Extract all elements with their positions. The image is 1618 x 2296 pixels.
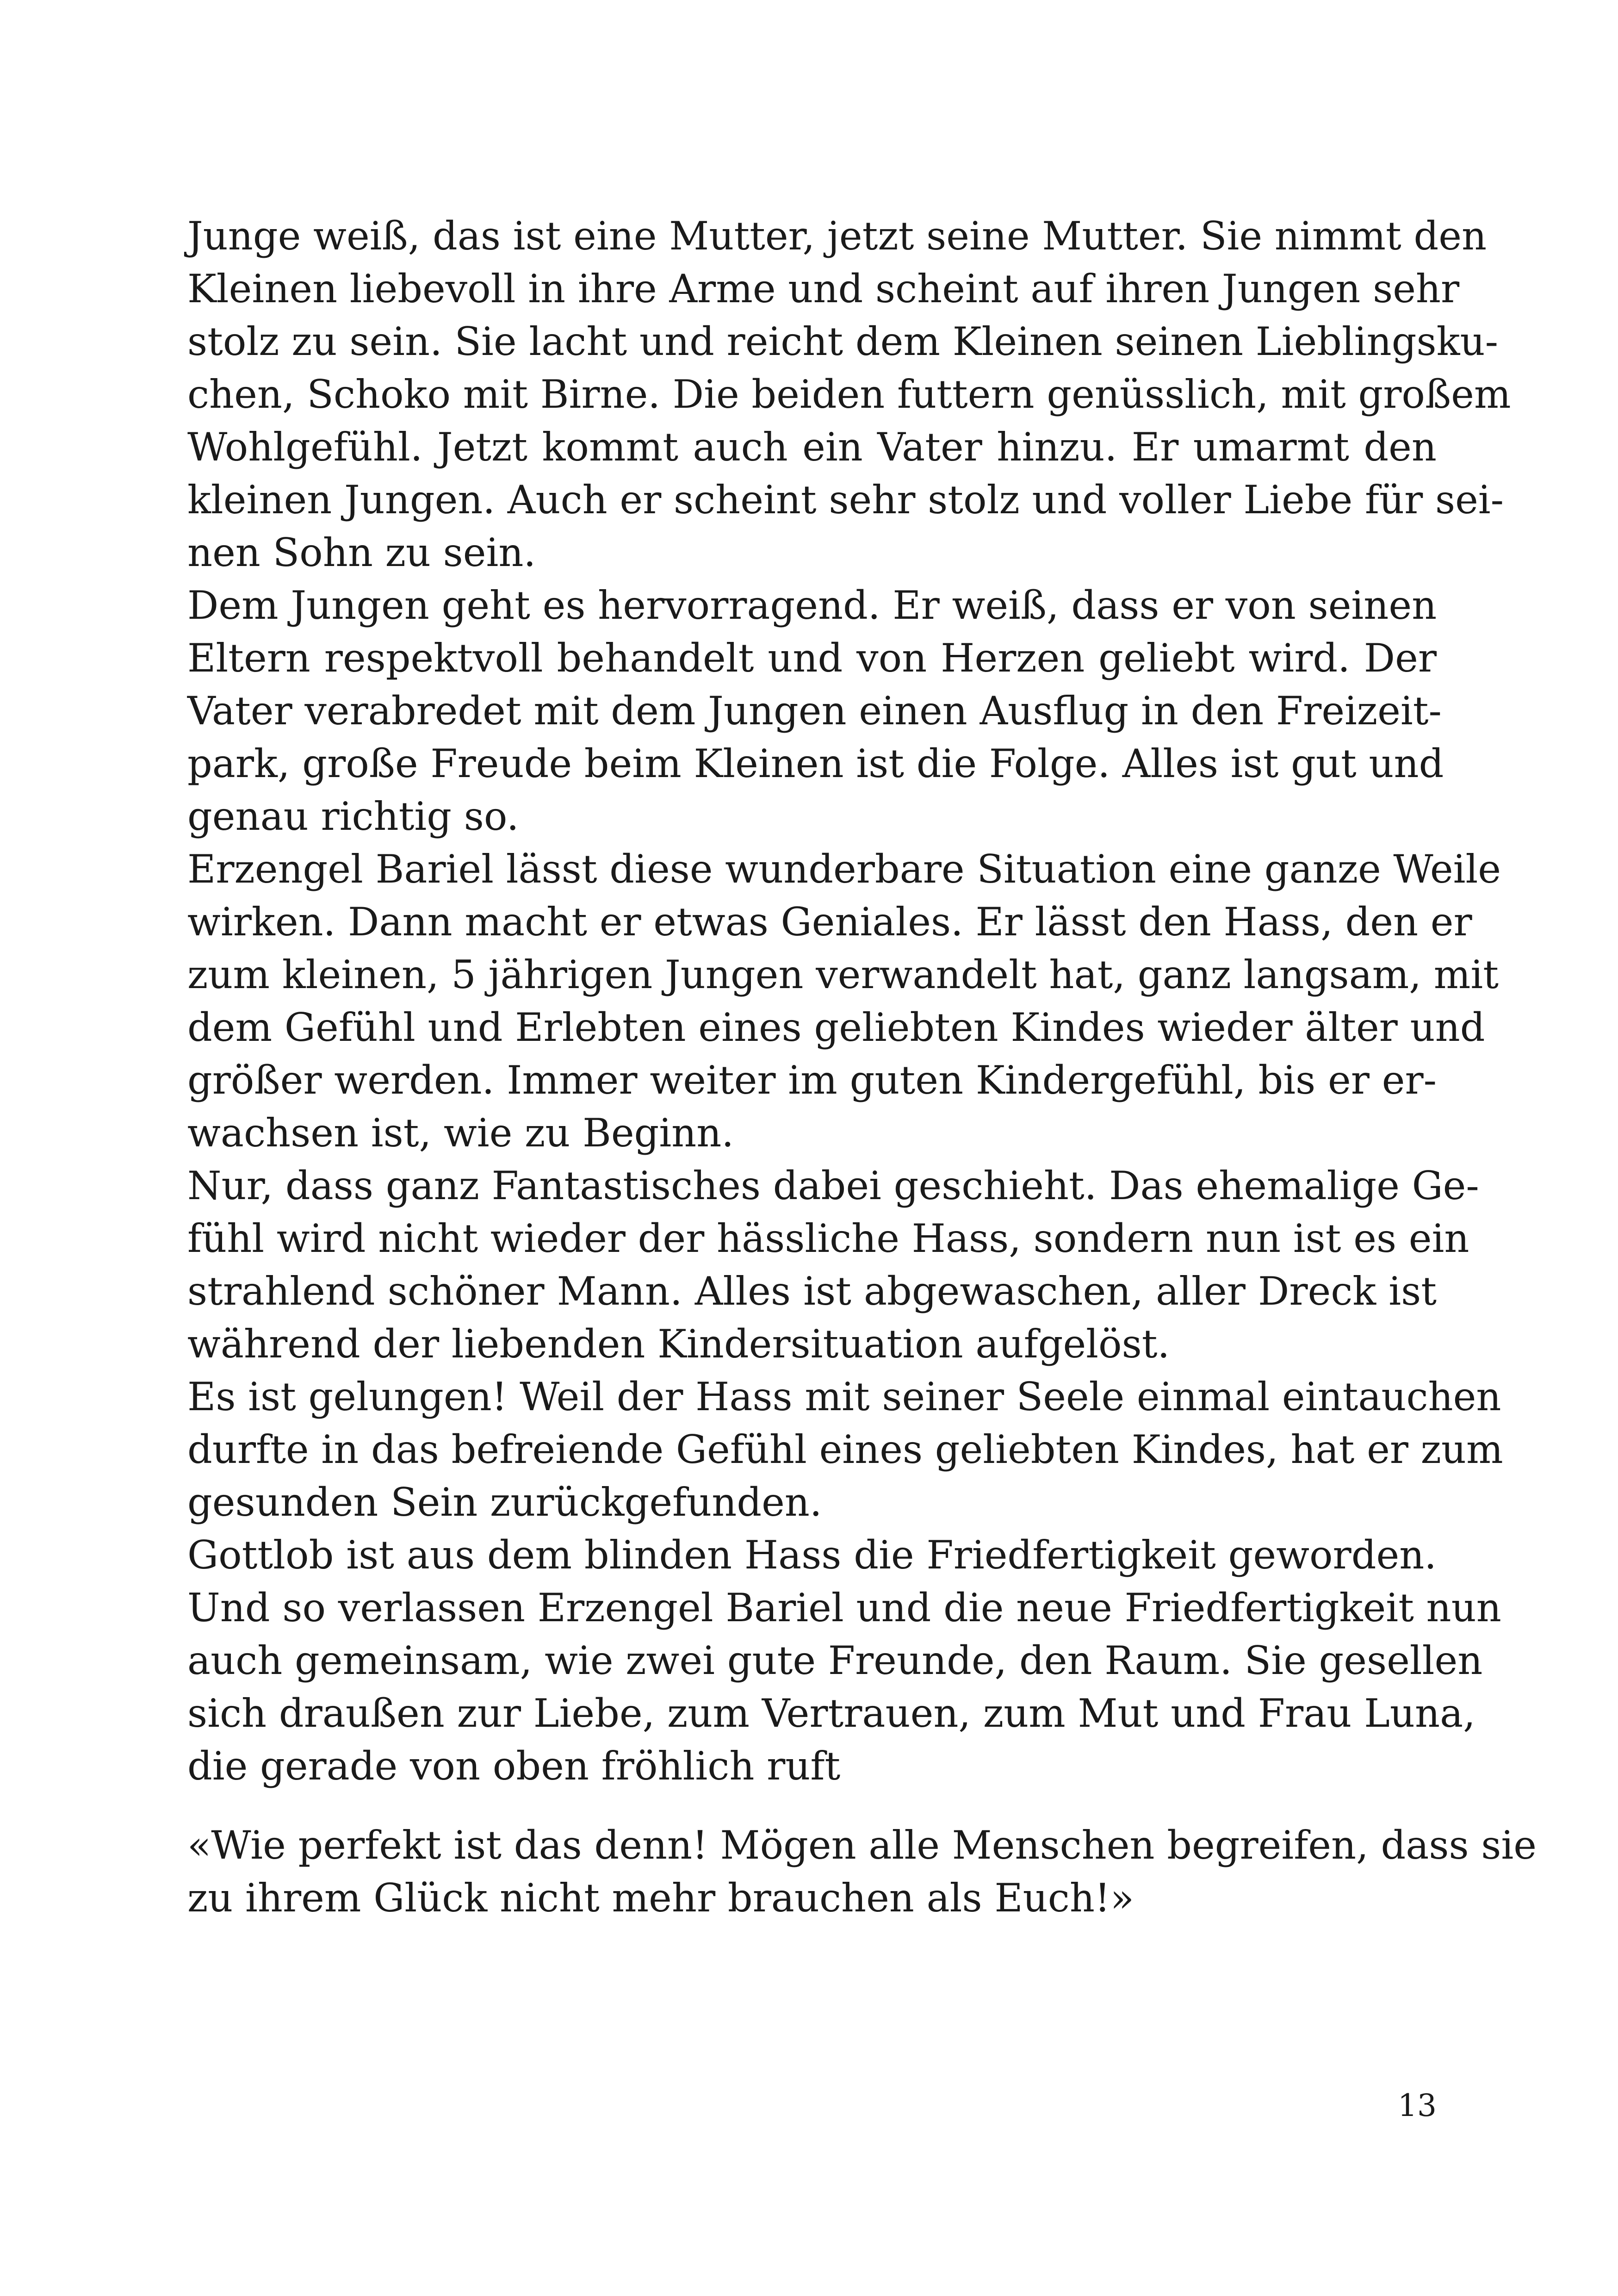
text-line: Es ist gelungen! Weil der Hass mit seiner Seele einmal eintauchen: [187, 1374, 1501, 1419]
text-line: Nur, dass ganz Fantastisches dabei geschieht. Das ehemalige Ge-: [187, 1163, 1479, 1208]
text-line: zum kleinen, 5 jährigen Jungen verwandelt hat, ganz langsam, mit: [187, 952, 1499, 997]
text-line: größer werden. Immer weiter im guten Kindergefühl, bis er er-: [187, 1058, 1437, 1103]
text-line: Vater verabredet mit dem Jungen einen Ausflug in den Freizeit-: [187, 688, 1442, 734]
text-line: chen, Schoko mit Birne. Die beiden futtern genüsslich, mit großem: [187, 372, 1511, 417]
text-line: gesunden Sein zurückgefunden.: [187, 1480, 822, 1525]
text-line: Eltern respektvoll behandelt und von Herzen geliebt wird. Der: [187, 635, 1437, 681]
text-line: Wohlgefühl. Jetzt kommt auch ein Vater hinzu. Er umarmt den: [187, 424, 1437, 470]
text-line: wirken. Dann macht er etwas Geniales. Er lässt den Hass, den er: [187, 899, 1472, 945]
text-line: nen Sohn zu sein.: [187, 530, 536, 575]
text-line: Gottlob ist aus dem blinden Hass die Friedfertigkeit geworden.: [187, 1532, 1437, 1578]
text-line: fühl wird nicht wieder der hässliche Hass, sondern nun ist es ein: [187, 1216, 1469, 1261]
text-line: auch gemeinsam, wie zwei gute Freunde, den Raum. Sie gesellen: [187, 1638, 1483, 1683]
quote-line: zu ihrem Glück nicht mehr brauchen als Euch!»: [187, 1875, 1134, 1921]
text-line: Junge weiß, das ist eine Mutter, jetzt seine Mutter. Sie nimmt den: [187, 213, 1487, 259]
text-line: die gerade von oben fröhlich ruft: [187, 1743, 841, 1789]
quote-line: «Wie perfekt ist das denn! Mögen alle Menschen begreifen, dass sie: [187, 1823, 1537, 1868]
text-line: park, große Freude beim Kleinen ist die Folge. Alles ist gut und: [187, 741, 1444, 786]
text-line: Und so verlassen Erzengel Bariel und die neue Friedfertigkeit nun: [187, 1585, 1501, 1630]
text-line: während der liebenden Kindersituation aufgelöst.: [187, 1321, 1170, 1367]
text-line: dem Gefühl und Erlebten eines geliebten Kindes wieder älter und: [187, 1005, 1485, 1050]
body-text: [187, 210, 1511, 1792]
page-number: 13: [1398, 2088, 1437, 2123]
text-line: Dem Jungen geht es hervorragend. Er weiß, dass er von seinen: [187, 583, 1437, 628]
text-line: stolz zu sein. Sie lacht und reicht dem Kleinen seinen Lieblingsku-: [187, 319, 1499, 364]
text-line: durfte in das befreiende Gefühl eines geliebten Kindes, hat er zum: [187, 1427, 1503, 1472]
text-line: Kleinen liebevoll in ihre Arme und scheint auf ihren Jungen sehr: [187, 266, 1460, 311]
quote-block: [187, 1819, 1537, 1924]
text-line: wachsen ist, wie zu Beginn.: [187, 1110, 734, 1156]
text-line: kleinen Jungen. Auch er scheint sehr stolz und voller Liebe für sei-: [187, 477, 1504, 523]
text-line: sich draußen zur Liebe, zum Vertrauen, zum Mut und Frau Luna,: [187, 1691, 1475, 1736]
text-line: Erzengel Bariel lässt diese wunderbare Situation eine ganze Weile: [187, 846, 1501, 892]
text-line: genau richtig so.: [187, 794, 519, 839]
text-line: strahlend schöner Mann. Alles ist abgewaschen, aller Dreck ist: [187, 1269, 1437, 1314]
